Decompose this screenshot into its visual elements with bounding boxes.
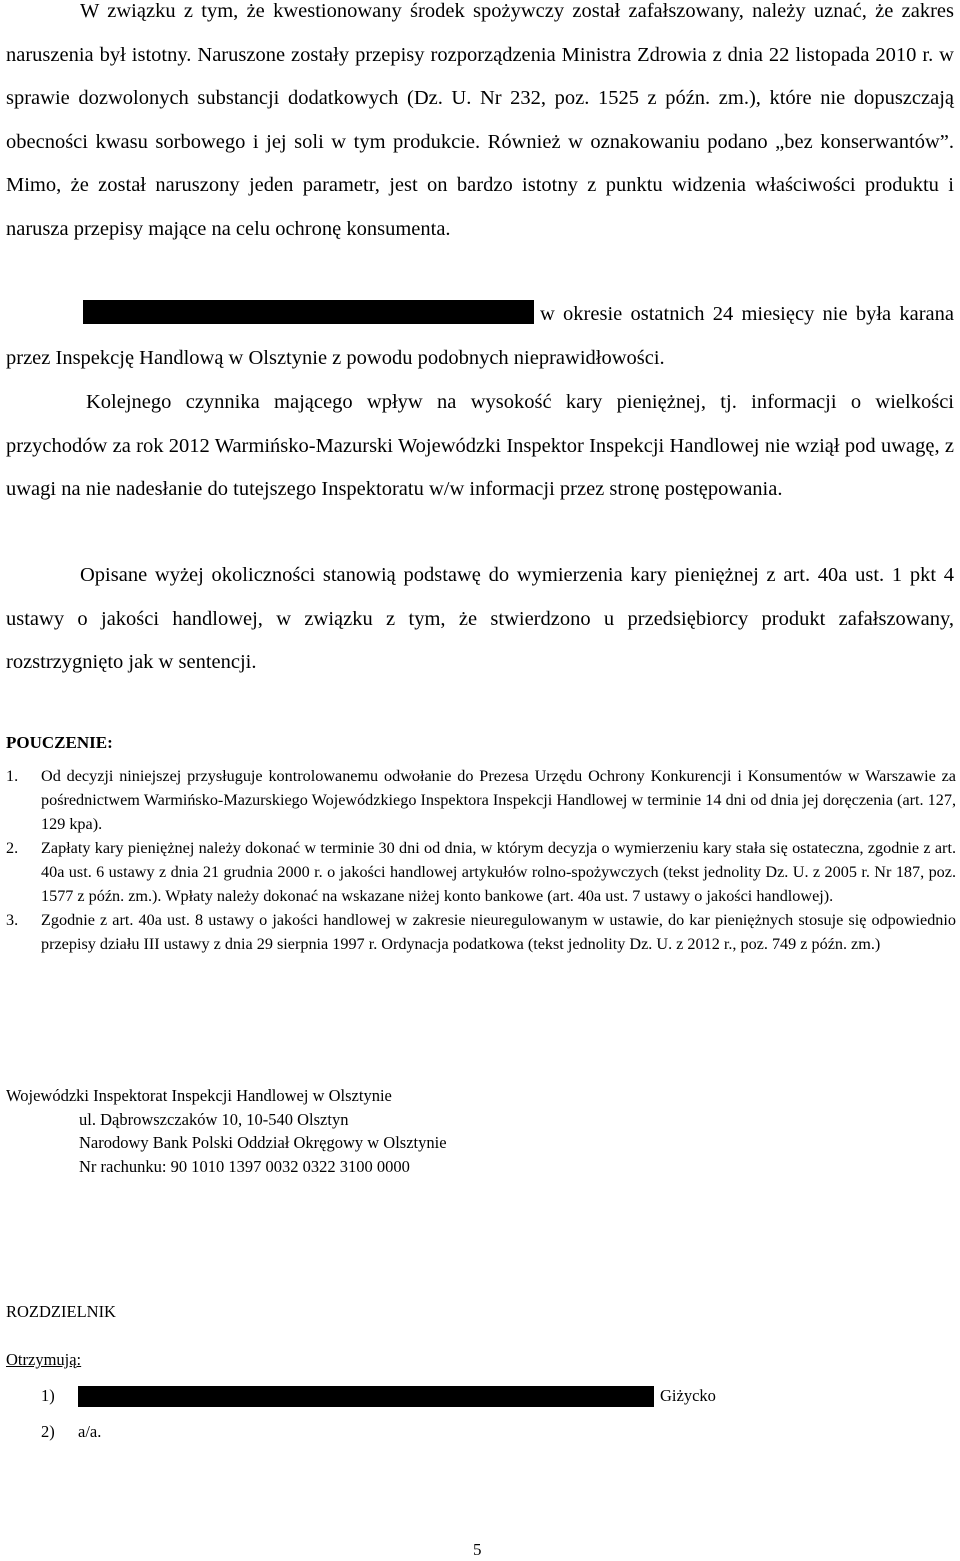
notice-item-number: 1. (6, 767, 19, 785)
recipient-item (41, 1384, 716, 1408)
address-account-number: Nr rachunku: 90 1010 1397 0032 0322 3100 0000 (79, 1156, 410, 1176)
paragraph-legal-basis: Opisane wyżej okoliczności stanowią podstawę do wymierzenia kary pieniężnej z art. 40a ust. 1 pkt 4 ustawy o jakości handlowej, w związku z tym, że stwierdzono u przedsiębiorcy produkt zafałszowany, rozstrzygnięto jak w sentencji. (6, 564, 954, 673)
notice-item-text: Od decyzji niniejszej przysługuje kontrolowanemu odwołanie do Prezesa Urzędu Ochrony Konkurencji i Konsumentów w Warszawie za pośrednictwem Warmińsko-Mazurskiego Wojewódzkiego Inspektora Inspekcji Handlowej w terminie 14 dni od dnia jej doręczenia (art. 127, 129 kpa). (41, 767, 956, 833)
redacted-company-name (83, 300, 534, 324)
paragraph-prior-penalties (6, 293, 954, 380)
notice-item-text: Zapłaty kary pieniężnej należy dokonać w terminie 30 dni od dnia, w którym decyzja o wymierzeniu kary stała się ostateczna, zgodnie z art. 40a ust. 6 ustawy z dnia 21 grudnia 2000 r. o jakości handlowej artykułów rolno-spożywczych (tekst jednolity Dz. U. z 2005 r. Nr 187, poz. 1577 z późn. zm.). Wpłaty należy dokonać na wskazane niżej konto bankowe (art. 40a ust. 7 ustawy o jakości handlowej). (41, 839, 956, 905)
notice-list (6, 764, 956, 956)
address-bank: Narodowy Bank Polski Oddział Okręgowy w Olsztynie (79, 1133, 447, 1153)
notice-item (6, 836, 956, 908)
address-institution: Wojewódzki Inspektorat Inspekcji Handlowej w Olsztynie (6, 1086, 392, 1105)
page-number: 5 (473, 1540, 482, 1559)
notice-heading: POUCZENIE: (6, 733, 113, 752)
notice-item (6, 764, 956, 836)
distribution-title: ROZDZIELNIK (6, 1302, 116, 1321)
address-street: ul. Dąbrowszczaków 10, 10-540 Olsztyn (79, 1109, 349, 1129)
recipient-text: Giżycko (660, 1386, 716, 1405)
redacted-recipient-name (78, 1386, 654, 1407)
recipient-number: 1) (41, 1386, 55, 1405)
paragraph-violation-scope: W związku z tym, że kwestionowany środek spożywczy został zafałszowany, należy uznać, że zakres naruszenia był istotny. Naruszone zostały przepisy rozporządzenia Ministra Zdrowia z dnia 22 listopada 2010 r. w sprawie dozwolonych substancji dodatkowych (Dz. U. Nr 232, poz. 1525 z późn. zm.), które nie dopuszczają obecności kwasu sorbowego i jej soli w tym produkcie. Również w oznakowaniu podano „bez konserwantów”. Mimo, że został naruszony jeden parametr, jest on bardzo istotny z punktu widzenia właściwości produktu i narusza przepisy mające na celu ochronę konsumenta. (6, 0, 954, 240)
notice-item (6, 908, 956, 956)
inspectorate-address (6, 1084, 447, 1178)
recipient-text: a/a. (78, 1422, 102, 1441)
notice-item-number: 3. (6, 911, 19, 929)
notice-item-text: Zgodnie z art. 40a ust. 8 ustawy o jakości handlowej w zakresie nieuregulowanym w ustawie, do kar pieniężnych stosuje się odpowiednio przepisy działu III ustawy z dnia 29 sierpnia 1997 r. Ordynacja podatkowa (tekst jednolity Dz. U. z 2012 r., poz. 749 z późn. zm.) (41, 911, 956, 953)
recipient-item (41, 1420, 101, 1444)
recipients-label: Otrzymują: (6, 1350, 82, 1369)
paragraph-prior-penalties-text: w okresie ostatnich 24 miesięcy nie była karana przez Inspekcję Handlową w Olsztynie z powodu podobnych nieprawidłowości. (6, 303, 954, 369)
notice-item-number: 2. (6, 839, 19, 857)
paragraph-revenue-info: Kolejnego czynnika mającego wpływ na wysokość kary pieniężnej, tj. informacji o wielkości przychodów za rok 2012 Warmińsko-Mazurski Wojewódzki Inspektor Inspekcji Handlowej nie wziął pod uwagę, z uwagi na nie nadesłanie do tutejszego Inspektoratu w/w informacji przez stronę postępowania. (6, 391, 954, 500)
recipient-number: 2) (41, 1422, 55, 1441)
